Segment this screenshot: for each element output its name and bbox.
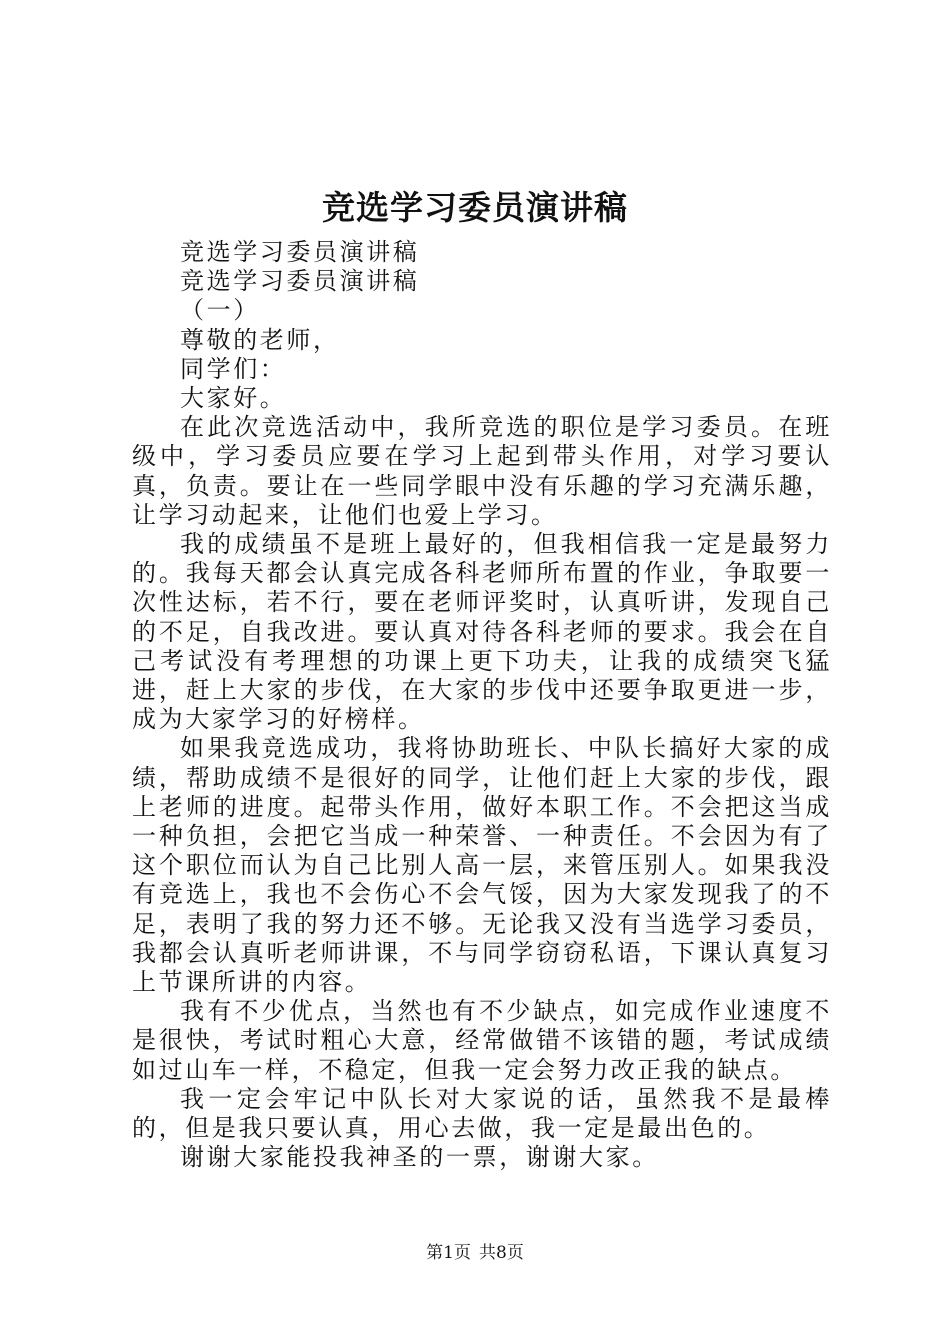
- paragraph: 我一定会牢记中队长对大家说的话，虽然我不是最棒的，但是我只要认真，用心去做，我一定是最出色的。: [132, 1084, 832, 1143]
- paragraph: （一）: [180, 296, 260, 325]
- paragraph: 我的成绩虽不是班上最好的，但我相信我一定是最努力的。我每天都会认真完成各科老师所布置的作业，争取要一次性达标，若不行，要在老师评奖时，认真听讲，发现自己的不足，自我改进。要认真对待各科老师的要求。我会在自己考试没有考理想的功课上更下功夫，让我的成绩突飞猛进，赶上大家的步伐，在大家的步伐中还要争取更进一步，成为大家学习的好榜样。: [132, 530, 832, 734]
- page-number-current: 第1页: [426, 1243, 471, 1263]
- paragraph: 竞选学习委员演讲稿: [180, 267, 420, 296]
- paragraph: 在此次竞选活动中，我所竞选的职位是学习委员。在班级中，学习委员应要在学习上起到带头作用，对学习要认真，负责。要让在一些同学眼中没有乐趣的学习充满乐趣，让学习动起来，让他们也爱上学习。: [132, 413, 832, 529]
- paragraph: 竞选学习委员演讲稿: [180, 238, 420, 266]
- greeting: 大家好。: [180, 384, 287, 413]
- closing-paragraph: 谢谢大家能投我神圣的一票，谢谢大家。: [180, 1143, 659, 1172]
- page-footer: [0, 1242, 950, 1264]
- document-title: 竞选学习委员演讲稿: [322, 188, 628, 227]
- paragraph: 如果我竞选成功，我将协助班长、中队长搞好大家的成绩，帮助成绩不是很好的同学，让他们赶上大家的步伐，跟上老师的进度。起带头作用，做好本职工作。不会把这当成一种负担，会把它当成一种荣誉、一种责任。不会因为有了这个职位而认为自己比别人高一层，来管压别人。如果我没有竞选上，我也不会伤心不会气馁，因为大家发现我了的不足，表明了我的努力还不够。无论我又没有当选学习委员，我都会认真听老师讲课，不与同学窃窃私语，下课认真复习上节课所讲的内容。: [132, 734, 832, 997]
- paragraph: 我有不少优点，当然也有不少缺点，如完成作业速度不是很快，考试时粗心大意，经常做错不该错的题，考试成绩如过山车一样，不稳定，但我一定会努力改正我的缺点。: [132, 997, 832, 1084]
- document-body: [132, 238, 832, 1173]
- salutation-classmates: 同学们：: [180, 354, 287, 383]
- page-number-total: 共8页: [479, 1243, 524, 1263]
- salutation-teachers: 尊敬的老师，: [180, 325, 340, 354]
